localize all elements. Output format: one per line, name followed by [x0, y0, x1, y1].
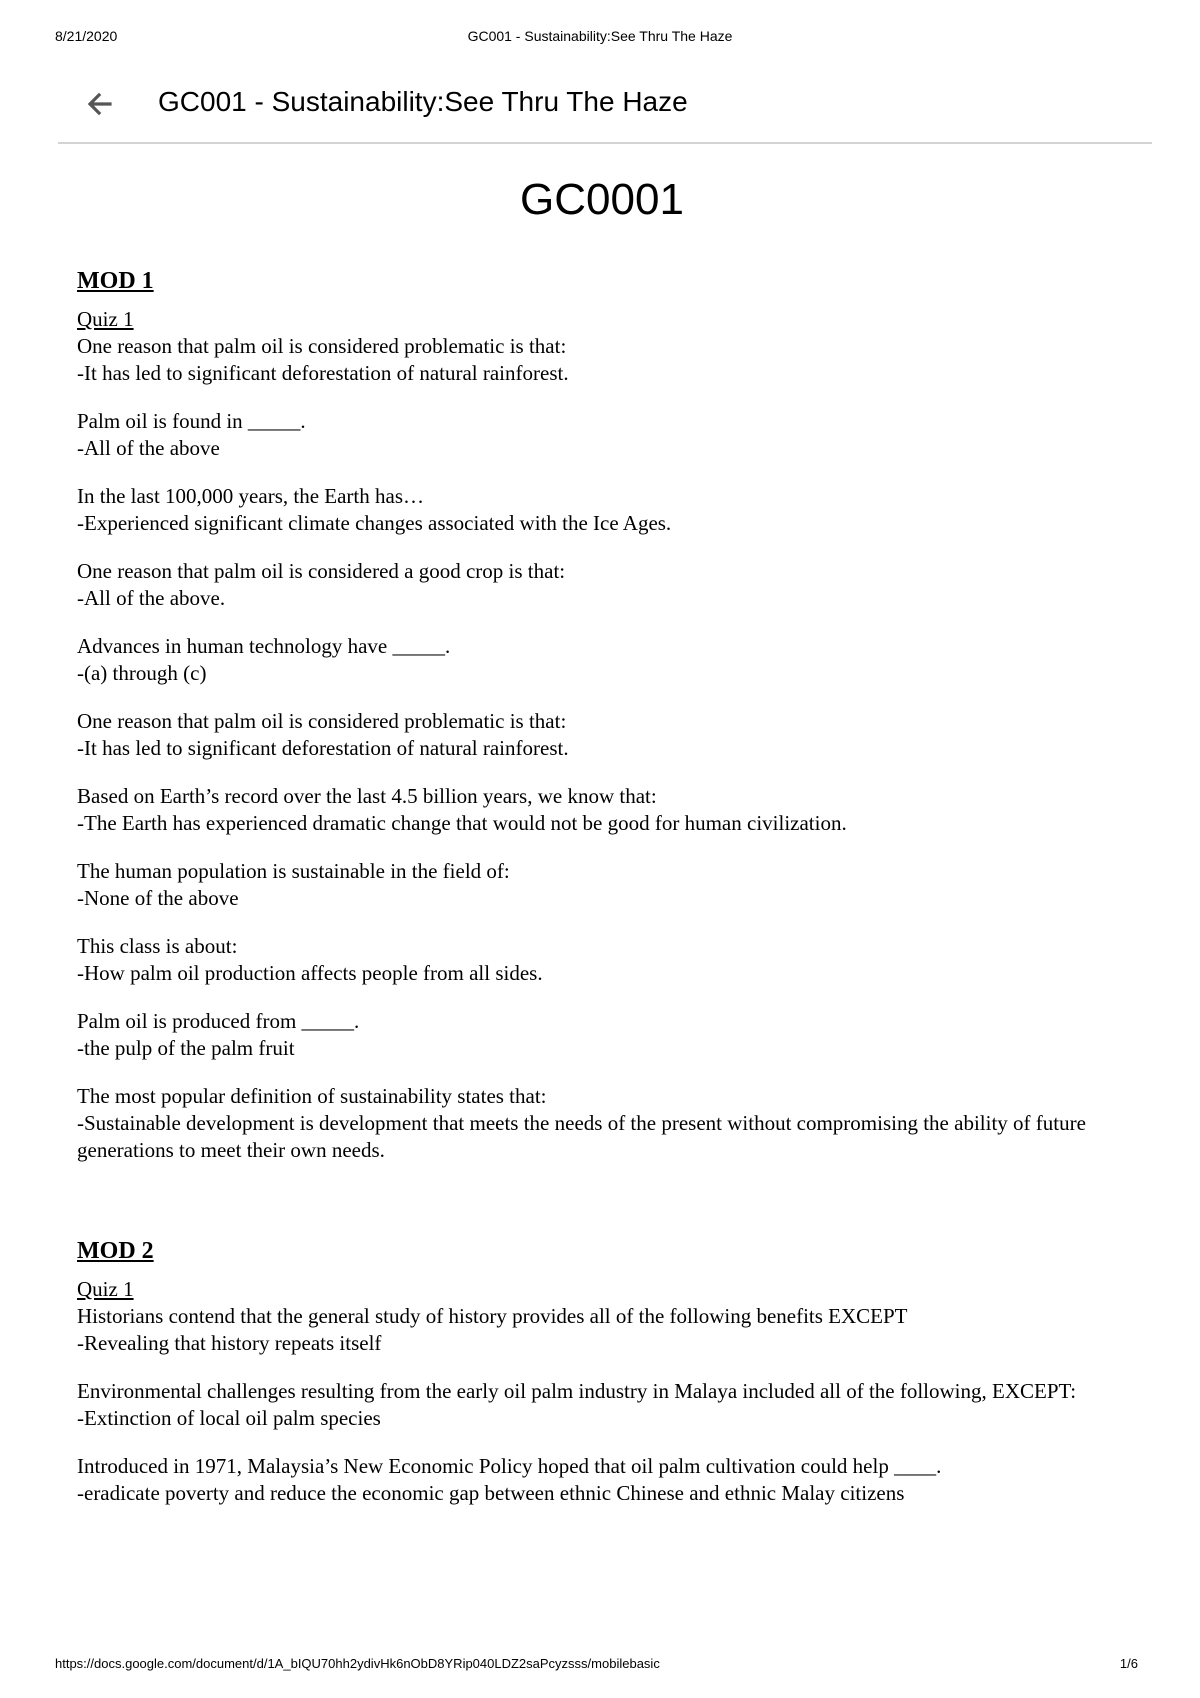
- quiz-label: Quiz 1: [77, 1277, 134, 1301]
- print-header: [55, 28, 1145, 48]
- quiz-label: Quiz 1: [77, 307, 134, 331]
- document-title: GC001 - Sustainability:See Thru The Haze: [158, 86, 688, 117]
- module-heading: MOD 1: [77, 268, 154, 294]
- question-text: The human population is sustainable in the field of:: [77, 859, 510, 883]
- answer-text: -How palm oil production affects people from all sides.: [77, 961, 543, 985]
- question-answer-pair: [77, 1453, 1127, 1507]
- module-section: [77, 264, 1127, 1164]
- question-text: Palm oil is produced from _____.: [77, 1009, 360, 1033]
- back-button[interactable]: [80, 84, 120, 124]
- answer-text: -eradicate poverty and reduce the economic gap between ethnic Chinese and ethnic Malay citizens: [77, 1481, 905, 1505]
- print-date: 8/21/2020: [55, 28, 118, 44]
- answer-text: -It has led to significant deforestation of natural rainforest.: [77, 361, 569, 385]
- question-answer-pair: [77, 708, 1127, 762]
- footer-url[interactable]: https://docs.google.com/document/d/1A_bIQU70hh2ydivHk6nObD8YRip040LDZ2saPcyzsss/mobilebasic: [55, 1656, 660, 1671]
- document-body: [77, 170, 1127, 1528]
- modules-container: [77, 264, 1127, 1507]
- question-answer-pair: [77, 633, 1127, 687]
- module-heading: MOD 2: [77, 1238, 154, 1264]
- question-answer-pair: [77, 1303, 1127, 1357]
- answer-text: -(a) through (c): [77, 661, 207, 685]
- question-text: Advances in human technology have _____.: [77, 634, 451, 658]
- print-footer: [55, 1656, 1138, 1674]
- answer-text: -Extinction of local oil palm species: [77, 1406, 381, 1430]
- question-answer-pair: [77, 333, 1127, 387]
- question-answer-pair: [77, 408, 1127, 462]
- question-answer-pair: [77, 558, 1127, 612]
- answer-text: -The Earth has experienced dramatic change that would not be good for human civilization.: [77, 811, 847, 835]
- answer-text: -All of the above.: [77, 586, 226, 610]
- answer-text: -All of the above: [77, 436, 220, 460]
- question-answer-pair: [77, 783, 1127, 837]
- question-text: Environmental challenges resulting from the early oil palm industry in Malaya included all of the following, EXCEPT:: [77, 1379, 1077, 1403]
- answer-text: -Sustainable development is development that meets the needs of the present without compromising the ability of future generations to meet their own needs.: [77, 1111, 1086, 1162]
- answer-text: -None of the above: [77, 886, 239, 910]
- question-answer-pair: [77, 858, 1127, 912]
- question-answer-pair: [77, 1083, 1127, 1164]
- question-text: One reason that palm oil is considered problematic is that:: [77, 334, 567, 358]
- question-text: Palm oil is found in _____.: [77, 409, 306, 433]
- question-text: One reason that palm oil is considered a good crop is that:: [77, 559, 566, 583]
- question-text: Introduced in 1971, Malaysia’s New Economic Policy hoped that oil palm cultivation could help ____.: [77, 1454, 942, 1478]
- question-text: Historians contend that the general study of history provides all of the following benefits EXCEPT: [77, 1304, 908, 1328]
- question-text: This class is about:: [77, 934, 238, 958]
- main-title: GC0001: [520, 175, 684, 224]
- answer-text: -Revealing that history repeats itself: [77, 1331, 382, 1355]
- arrow-left-icon: [80, 84, 120, 124]
- answer-text: -Experienced significant climate changes associated with the Ice Ages.: [77, 511, 672, 535]
- question-answer-pair: [77, 483, 1127, 537]
- question-answer-pair: [77, 1378, 1127, 1432]
- question-answer-pair: [77, 1008, 1127, 1062]
- document-topbar: [58, 78, 1152, 144]
- page-number: 1/6: [1119, 1656, 1138, 1671]
- print-title: GC001 - Sustainability:See Thru The Haze: [467, 28, 733, 44]
- module-section: [77, 1234, 1127, 1507]
- question-answer-pair: [77, 933, 1127, 987]
- question-text: In the last 100,000 years, the Earth has…: [77, 484, 424, 508]
- answer-text: -It has led to significant deforestation of natural rainforest.: [77, 736, 569, 760]
- question-text: One reason that palm oil is considered problematic is that:: [77, 709, 567, 733]
- question-text: The most popular definition of sustainability states that:: [77, 1084, 547, 1108]
- answer-text: -the pulp of the palm fruit: [77, 1036, 295, 1060]
- question-text: Based on Earth’s record over the last 4.5 billion years, we know that:: [77, 784, 657, 808]
